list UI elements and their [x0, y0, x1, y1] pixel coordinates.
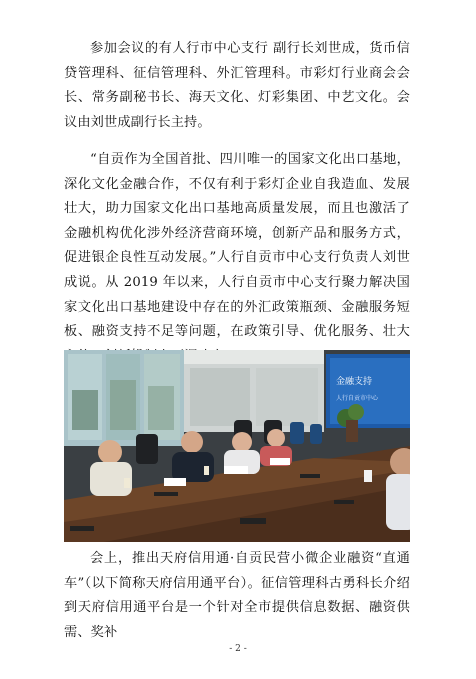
paragraph-platform: 会上，推出天府信用通·自贡民营小微企业融资“直通车”（以下简称天府信用通平台）。征信管理科古勇科长介绍到天府信用通平台是一个针对全市提供信息数据、融资供需、奖补	[64, 551, 410, 640]
paragraph-quote: “自贡作为全国首批、四川唯一的国家文化出口基地，深化文化金融合作，不仅有利于彩灯企业自我造血、发展壮大，助力国家文化出口基地高质量发展，而且也激活了金融机构优化涉外经济营商环境，创新产品和服务方式，促进银企良性互动发展。”人行自贡市中心支行负责人刘世成说。从 2019 年以来，人行自贡市中心支行聚力解决国家文化出口基地建设中存在的外汇政策瓶颈、金融服务短板、融资支持不足等问题，在政策引导、优化服务、壮大	[64, 152, 410, 340]
page-number: - 2 -	[229, 644, 247, 654]
screen-title: 金融支持	[336, 377, 373, 387]
meeting-photo	[64, 350, 410, 542]
screen-subtitle: 人行自贡市中心	[336, 395, 379, 402]
paragraph-attendees: 参加会议的有人行市中心支行 副行长刘世成，货币信贷管理科、征信管理科、外汇管理科。市彩灯行业商会会长、常务副秘书长、海天文化、灯彩集团、中艺文化。会议由刘世成副行长主持。	[64, 41, 410, 130]
